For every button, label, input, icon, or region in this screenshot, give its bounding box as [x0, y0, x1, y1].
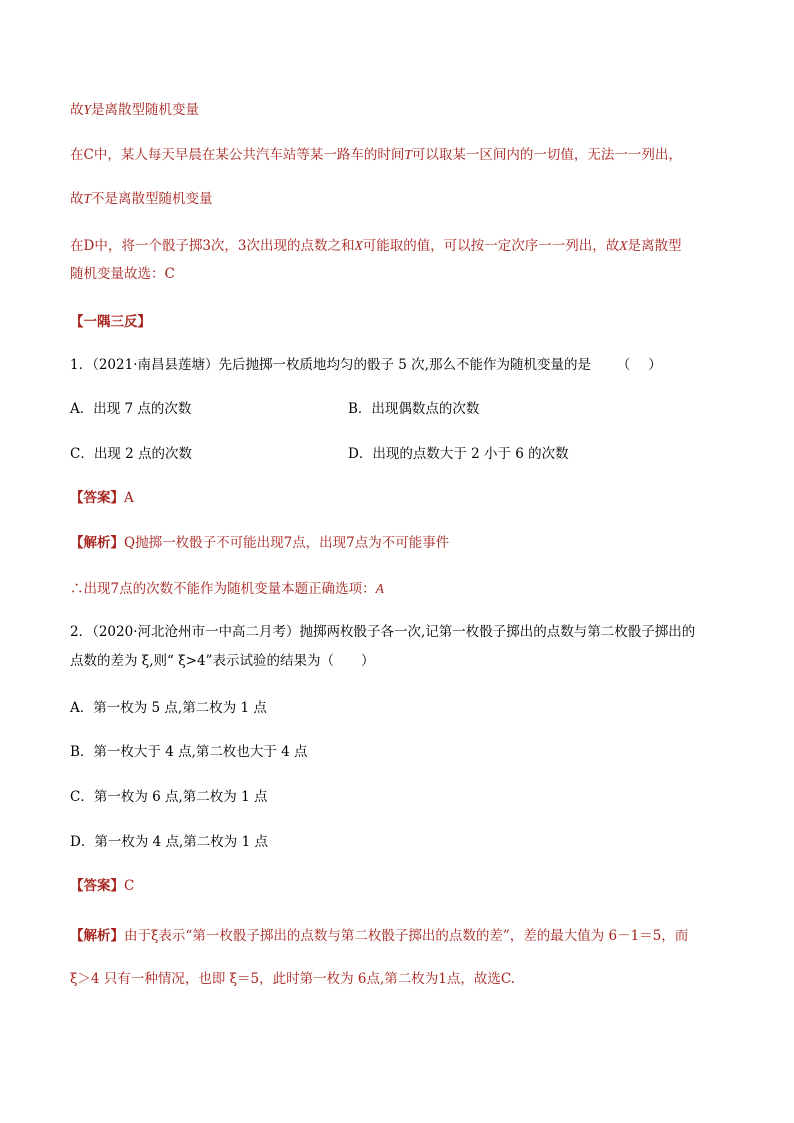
q1-option-b: B．出现偶数点的次数 [348, 401, 480, 417]
solution-line-4: 在D中，将一个骰子掷3次，3次出现的点数之和X可能取的值，可以按一定次序一一列出，故X是离散型 [70, 238, 682, 254]
q2-option-a: A．第一枚为 5 点,第二枚为 1 点 [70, 700, 267, 716]
solution-line-1: 故Y是离散型随机变量 [70, 102, 200, 118]
q1-option-c: C．出现 2 点的次数 [70, 446, 193, 462]
q1-stem: 1．（2021·南昌县莲塘）先后抛掷一枚质地均匀的骰子 5 次,那么不能作为随机变量的是 （ ） [70, 357, 662, 373]
q1-option-a: A．出现 7 点的次数 [70, 401, 192, 417]
q1-conclusion: ∴出现7点的次数不能作为随机变量本题正确选项：A [70, 581, 384, 597]
q1-option-d: D．出现的点数大于 2 小于 6 的次数 [348, 446, 569, 462]
q2-option-c: C．第一枚为 6 点,第二枚为 1 点 [70, 789, 268, 805]
q2-option-d: D．第一枚为 4 点,第二枚为 1 点 [70, 834, 268, 850]
solution-line-5: 随机变量故选：C [70, 266, 175, 282]
q2-answer: 【答案】C [70, 878, 135, 894]
q2-option-b: B．第一枚大于 4 点,第二枚也大于 4 点 [70, 744, 308, 760]
q1-answer: 【答案】A [70, 490, 134, 506]
q1-analysis: 【解析】Q抛掷一枚骰子不可能出现7点，出现7点为不可能事件 [70, 535, 450, 551]
solution-line-3: 故T不是离散型随机变量 [70, 191, 213, 207]
q2-analysis-line-1: 【解析】由于ξ表示“第一枚骰子掷出的点数与第二枚骰子掷出的点数的差”，差的最大值为 6－1＝5，而 [70, 928, 689, 944]
section-title: 【一隅三反】 [70, 314, 151, 330]
q2-analysis-line-2: ξ＞4 只有一种情况，也即 ξ＝5，此时第一枚为 6点,第二枚为1点，故选C. [70, 971, 516, 987]
q2-stem-line-1: 2．（2020·河北沧州市一中高二月考）抛掷两枚骰子各一次,记第一枚骰子掷出的点数与第二枚骰子掷出的 [70, 624, 696, 640]
q2-stem-line-2: 点数的差为 ξ,则“ ξ>4”表示试验的结果为（ ） [70, 653, 375, 669]
solution-line-2: 在C中，某人每天早晨在某公共汽车站等某一路车的时间T可以取某一区间内的一切值，无法一一列出， [70, 147, 682, 163]
